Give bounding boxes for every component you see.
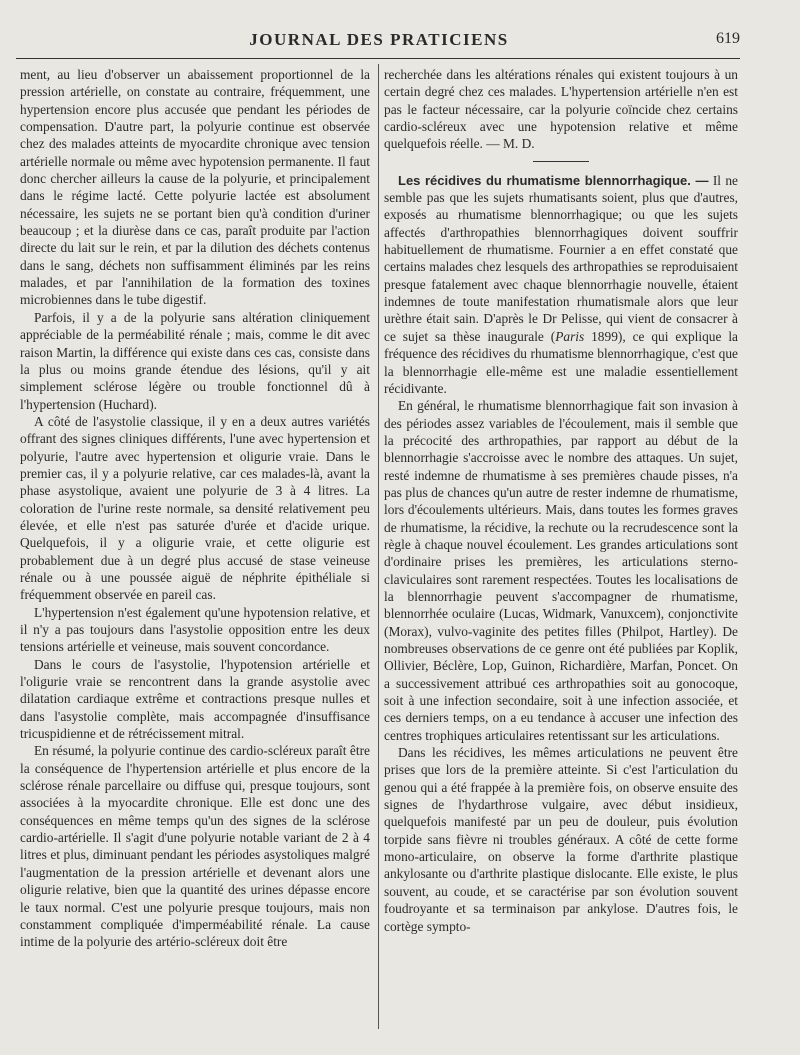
section-separator bbox=[533, 161, 589, 162]
paragraph: A côté de l'asystolie classique, il y en a deux autres variétés offrant des signes cliniques différents, l'une avec hypertension et polyurie, l'autre avec hypertension et oligurie vraie. Dans le premier cas, il y a polyurie relative, car ces malades-là, avant la phase asystolique, avaient une polyurie de 3 à 4 litres. La coloration de l'urine reste normale, sa densité relativement peu élevée, et elle n'est pas saturée d'urée et d'acide urique. Quelquefois, il y a oligurie vraie, et cette oligurie est probablement due à un degré plus accusé de stase veineuse rénale ou à une poussée aiguë de néphrite épithéliale si fréquemment observée en pareil cas. bbox=[20, 413, 370, 603]
paragraph: En général, le rhumatisme blennorrhagique fait son invasion à des périodes assez variables de l'écoulement, mais il semble que la précocité des arthropathies, par rapport au début de la blennorrhagie s'accroisse avec le nombre des attaques. Un sujet, resté indemne de rhumatisme à ses premières chaude pisses, n'a pas plus de chances qu'un autre de rester indemne de rhumatisme, lors d'écoulements ultérieurs. Mais, dans toutes les formes graves de rhumatisme, la récidive, la rechute ou la recrudescence sont la règle à chaque nouvel écoulement. Les grandes articulations sont d'ordinaire prises les premières, les articulations sterno-claviculaires sont rarement respectées. Toutes les localisations de la blennorrhagie peuvent s'accompagner de rhumatisme, blennorrhée oculaire (Lucas, Widmark, Vanuxcem), conjonctivite (Morax), vulvo-vaginite des petites filles (Philpot, Hartley). De nombreuses observations de ce genre ont été publiées par Koplik, Ollivier, Béclère, Lop, Guinon, Richardière, Marfan, Poncet. On a successivement attribué ces arthropathies soit au gonocoque, soit à une infection secondaire, soit à une infection associée, et ces derniers temps, on a eu tendance à accuser une infection des centres trophiques articulaires retentissant sur les articulations. bbox=[384, 398, 738, 743]
article-ending bbox=[384, 66, 738, 153]
left-column bbox=[20, 66, 370, 951]
running-head bbox=[18, 30, 740, 52]
paragraph: Parfois, il y a de la polyurie sans altération cliniquement appréciable de la perméabilité rénale ; mais, comme le dit avec raison Martin, la différence qui existe dans ces cas, consiste dans la plus ou moins grande étendue des lésions, qu'il y ait simplement sclérose légère ou trouble fonctionnel dû à l'hypertension (Huchard). bbox=[20, 309, 370, 412]
journal-title: JOURNAL DES PRATICIENS bbox=[249, 30, 509, 49]
column-divider bbox=[378, 64, 379, 1029]
section-opening-paragraph bbox=[384, 172, 738, 397]
author-signature: M. D. bbox=[503, 136, 535, 152]
paragraph: Dans le cours de l'asystolie, l'hypotension artérielle et l'oligurie vraie se rencontrent dans la grande asystolie avec dilatation cardiaque extrême et contractions presque nulles et dans l'asystolie complète, mais accompagnée d'insuffisance tricuspidienne et de rétrécissement mitral. bbox=[20, 656, 370, 742]
paragraph: En résumé, la polyurie continue des cardio-scléreux paraît être la conséquence de l'hypertension artérielle et plus encore de la sclérose rénale parcellaire ou diffuse qui, presque toujours, sont associées à la myocardite chronique. Elle est donc une des conséquences en même temps qu'un des signes de la sclérose cardio-artérielle. Il s'agit d'une polyurie notable variant de 2 à 4 litres et plus, diminuant pendant les périodes asystoliques malgré l'augmentation de la pression artérielle et devenant alors une oligurie relative, bien que la quantité des urines dépasse encore le taux normal. C'est une polyurie presque toujours, mais non constamment compliquée d'imperméabilité rénale. La cause intime de la polyurie des artério-scléreux doit être bbox=[20, 743, 370, 950]
page-number: 619 bbox=[716, 30, 740, 47]
thesis-city: Paris bbox=[555, 328, 585, 344]
section-title: Les récidives du rhumatisme blennorrhagique. — bbox=[398, 172, 709, 188]
right-column bbox=[384, 66, 738, 935]
continuation-text: recherchée dans les altérations rénales qui existent toujours à un certain degré chez ces malades. L'hypertension artérielle n'en est pas le facteur nécessaire, car la polyurie coïncide chez certains cardio-scléreux avec une hypotension relative et même quelquefois réelle. — bbox=[384, 67, 738, 152]
paragraph: ment, au lieu d'observer un abaissement proportionnel de la pression artérielle, on constate au contraire, fréquemment, une hypertension encore plus accusée que pendant les périodes de compensation. D'autre part, la polyurie continue est observée chez des malades atteints de myocardite chronique avec tension artérielle normale ou même avec hypotension permanente. Il faut donc chercher ailleurs la cause de la polyurie, et principalement dans le régime lacté. Cette polyurie lactée est absolument nécessaire, les sujets ne se portant bien qu'à condition d'uriner beaucoup ; et la diurèse dans ce cas, paraît produite par l'action directe du lait sur le rein, et par la dilution des déchets contenus dans le sang, déchets non suffisamment éliminés par les reins malades, et par l'annihilation de la formation des toxines microbiennes dans le tube digestif. bbox=[20, 67, 370, 308]
paragraph-text: 1899), ce qui explique la fréquence des récidives du rhumatisme blennorrhagique, c'est que la blennorrhagie elle-même est une maladie essentiellement récidivante. bbox=[384, 328, 738, 396]
paragraph-text: Il ne semble pas que les sujets rhumatisants soient, plus que d'autres, exposés au rhumatisme blennorrhagique; ou que les sujets affectés d'arthropathies blennorrhagiques doivent souffrir habituellement de rhumatisme. Fournier a en effet constaté que certains malades chez lesquels des arthropathies se reproduisaient presque fatalement avec chaque blennorrhagie nouvelle, étaient indemnes de toute manifestation rhumatismale alors que leur urèthre était sain. D'après le Dr Pelisse, qui vient de consacrer à ce sujet sa thèse inaugurale ( bbox=[384, 172, 738, 344]
paragraph: Dans les récidives, les mêmes articulations ne peuvent être prises que lors de la première atteinte. Si c'est l'articulation du genou qui a été frappée à la première fois, on observe ensuite des signes de l'hydarthrose vulgaire, avec début insidieux, quelquefois manifesté par un peu de douleur, puis évolution torpide sans fièvre ni troubles généraux. A côté de cette forme mono-articulaire, on observe la forme d'arthrite plastique ankylosante ou d'arthrite plastique dislocante. Elle existe, le plus souvent, au coude, et se caractérise par son évolution souvent foudroyante et sa terminaison par ankylose. D'autres fois, le cortège sympto- bbox=[384, 745, 738, 934]
header-rule bbox=[16, 58, 740, 59]
paragraph: L'hypertension n'est également qu'une hypotension relative, et il n'y a pas toujours dans l'asystolie opposition entre les deux tensions artérielle et veineuse, mais souvent concordance. bbox=[20, 604, 370, 655]
